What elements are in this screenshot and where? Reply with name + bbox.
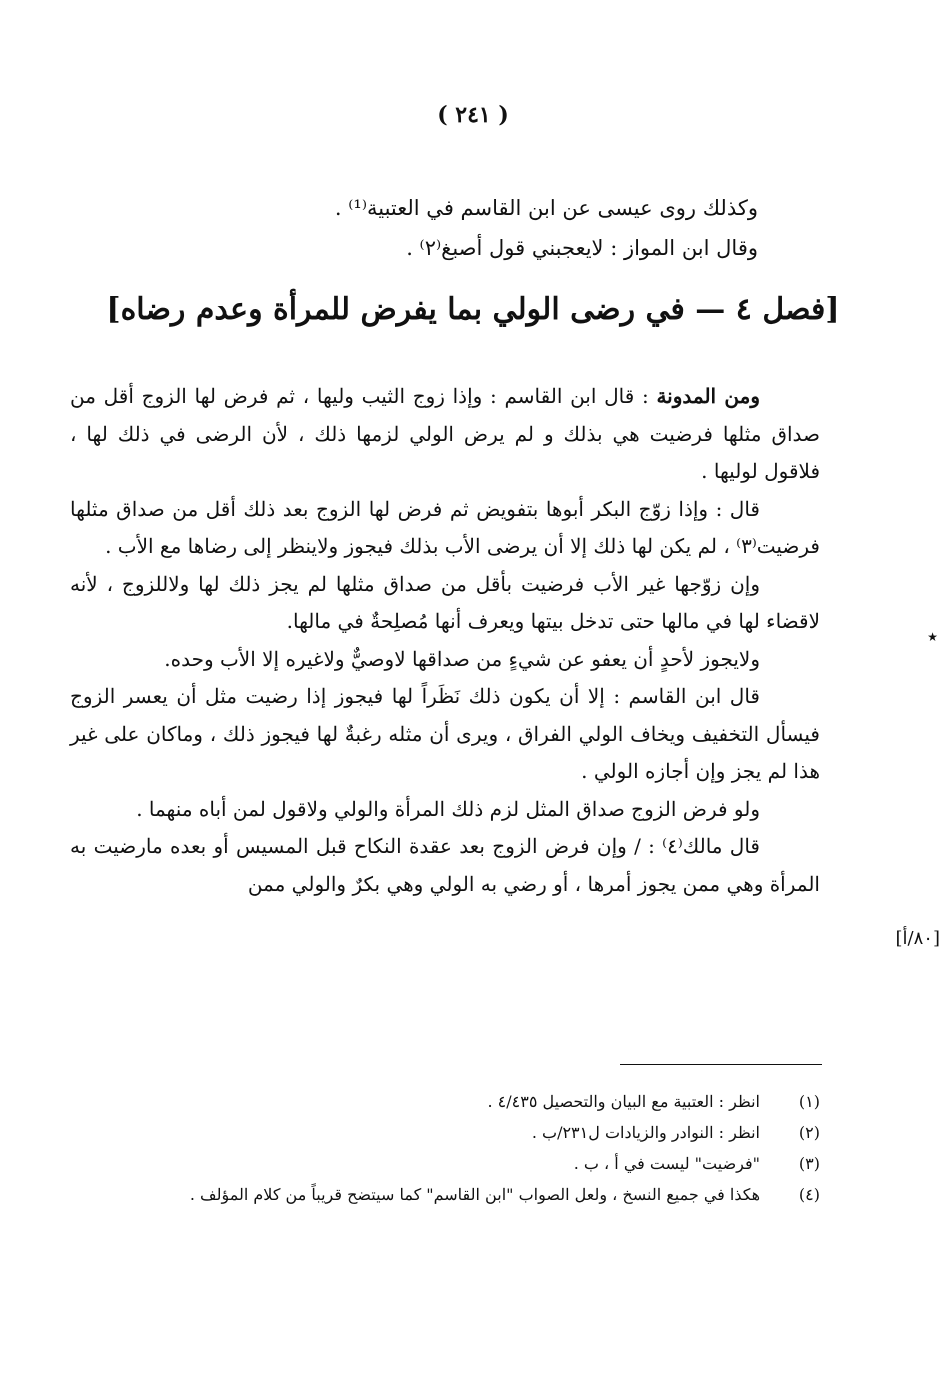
footnotes (100, 1086, 820, 1210)
footnote (100, 1117, 820, 1148)
paragraph-text: وإن زوّجها غير الأب فرضيت بأقل من صداق مثلها لم يجز ذلك لها ولاللزوج ، لأنه لاقضاء لها في مالها حتى تدخل بيتها ويعرف أنها مُصلِحةٌ في مالها. (70, 571, 820, 633)
paragraph-text: قال ابن القاسم : إلا أن يكون ذلك نَظَراً لها فيجوز إذا رضيت مثل أن يعسر الزوج فيسأل التخفيف ويخاف الولي الفراق ، ويرى أن مثله رغبةٌ لها فيجوز ذلك ، وماكان على غير هذا لم يجز وإن أجازه الولي . (70, 684, 820, 783)
footnote-number: (١) (798, 1092, 820, 1111)
footnote-text: هكذا في جميع النسخ ، ولعل الصواب "ابن القاسم" كما سيتضح قريباً من كلام المؤلف . (189, 1185, 760, 1204)
section-heading: [فصل ٤ — في رضى الولي بما يفرض للمرأة وعدم رضاه] (106, 292, 840, 327)
footnote-number: (٢) (798, 1123, 820, 1142)
footnote (100, 1148, 820, 1179)
paragraph (70, 641, 820, 679)
paragraph-text: قال : وإذا زوّج البكر أبوها بتفويض ثم فرض لها الزوج بعد ذلك أقل من صداق مثلها فرضيت⁽٣⁾ ، لم يكن لها ذلك إلا أن يرضى الأب بذلك فيجوز ولاينظر إلى رضاها مع الأب . (70, 496, 820, 558)
intro-block (198, 188, 758, 268)
footnote (100, 1179, 820, 1210)
footnote-divider (620, 1064, 822, 1065)
footnote (100, 1086, 820, 1117)
paragraph (70, 828, 820, 903)
paragraph-text: ولايجوز لأحدٍ أن يعفو عن شيءٍ من صداقها لاوصيٌّ ولاغيره إلا الأب وحده. (164, 646, 760, 671)
paragraph (70, 378, 820, 491)
footnote-number: (٣) (798, 1154, 820, 1173)
footnote-text: انظر : العتبية مع البيان والتحصيل ٤/٤٣٥ . (487, 1092, 760, 1111)
margin-folio-reference: [٨٠/أ] (895, 928, 940, 949)
paragraph-text: : قال ابن القاسم : وإذا زوج الثيب وليها ، ثم فرض لها الزوج أقل من صداق مثلها فرضيت هي بذلك و لم يرض الولي لزمها ذلك ، لأن الرضى في ذلك لها ، فلاقول لوليها . (70, 384, 820, 483)
page-number: ( ٢٤١ ) (437, 102, 509, 128)
paragraph (70, 566, 820, 641)
body-text (70, 378, 820, 903)
footnote-number: (٤) (798, 1185, 820, 1204)
margin-mark: ٭ (927, 624, 938, 648)
intro-line: وقال ابن المواز : لايعجبني قول أصبغ⁽٢⁾ . (406, 236, 758, 260)
paragraph-text: قال مالك⁽٤⁾ : / وإن فرض الزوج بعد عقدة النكاح قبل المسيس أو بعده مارضيت به المرأة وهي ممن يجوز أمرها ، أو رضي به الولي وهي بكرٌ والولي ممن (70, 834, 820, 896)
paragraph (70, 678, 820, 791)
footnote-text: "فرضيت" ليست في أ ، ب . (573, 1154, 760, 1173)
paragraph-text: ولو فرض الزوج صداق المثل لزم ذلك المرأة والولي ولاقول لمن أباه منهما . (136, 796, 760, 821)
paragraph (70, 491, 820, 566)
footnote-text: انظر : النوادر والزيادات ل٢٣١/ب . (531, 1123, 760, 1142)
paragraph (70, 791, 820, 829)
intro-line: وكذلك روى عيسى عن ابن القاسم في العتبية⁽¹⁾ . (334, 196, 758, 220)
paragraph-lead: ومن المدونة (656, 384, 760, 408)
